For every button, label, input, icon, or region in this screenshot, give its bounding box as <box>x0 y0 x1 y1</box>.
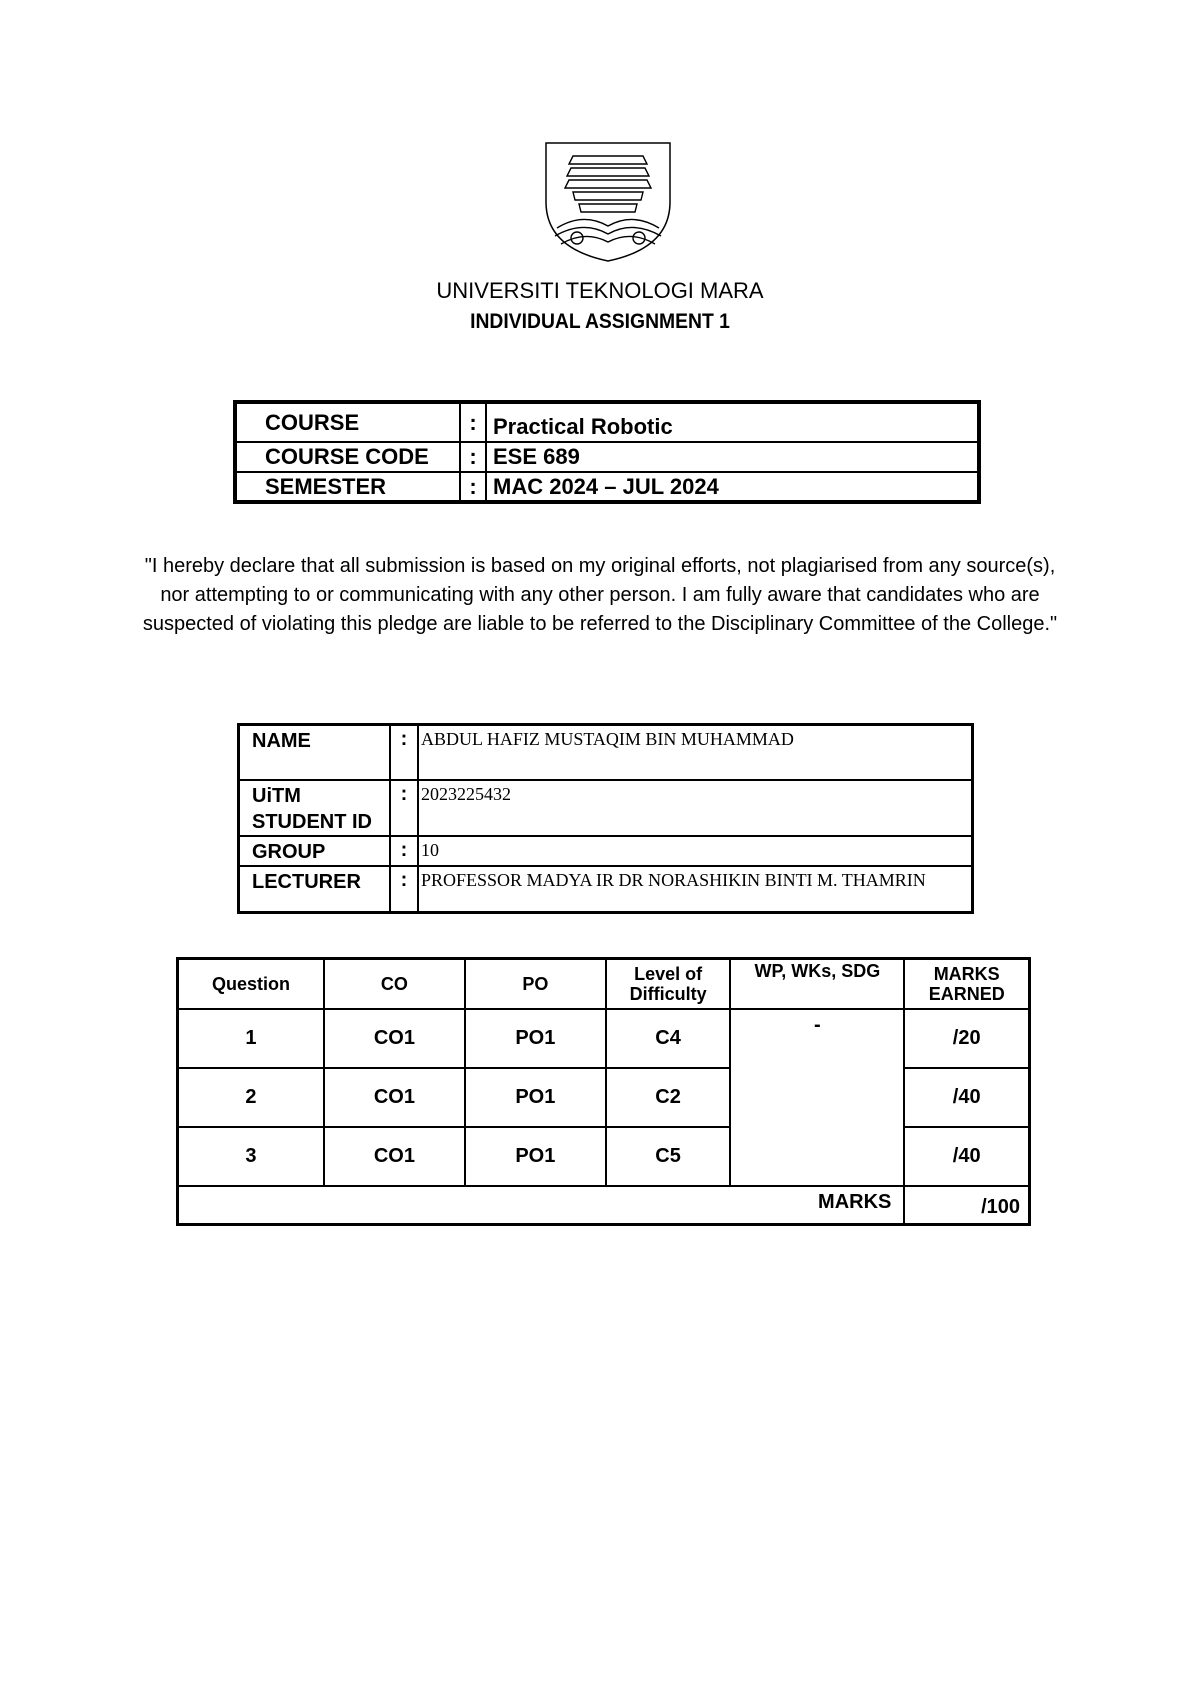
colon: : <box>460 472 486 502</box>
colon: : <box>460 402 486 442</box>
declaration-text: "I hereby declare that all submission is based on my original efforts, not plagiarised from any source(s), nor attempting to or communicating with any other person. I am fully aware that candidates who are suspected of violating this pledge are liable to be referred to the Disciplinary Committee of the College." <box>142 555 1058 635</box>
colon: : <box>460 442 486 472</box>
uitm-crest-icon <box>543 140 673 264</box>
group-value: 10 <box>418 836 973 866</box>
course-code-value: ESE 689 <box>486 442 979 472</box>
po-cell: PO1 <box>465 1127 606 1186</box>
name-value: ABDUL HAFIZ MUSTAQIM BIN MUHAMMAD <box>418 725 973 780</box>
marks-cell: /40 <box>904 1068 1029 1127</box>
header-question: Question <box>178 959 324 1010</box>
question-cell: 2 <box>178 1068 324 1127</box>
lecturer-label: LECTURER <box>239 866 391 913</box>
level-cell: C4 <box>606 1009 731 1068</box>
total-value: /100 <box>904 1186 1029 1224</box>
co-cell: CO1 <box>324 1127 465 1186</box>
university-name: UNIVERSITI TEKNOLOGI MARA <box>436 278 764 303</box>
table-row <box>239 836 973 866</box>
group-label: GROUP <box>239 836 391 866</box>
course-info-table <box>233 400 981 504</box>
student-id-value: 2023225432 <box>418 780 973 836</box>
lecturer-value: PROFESSOR MADYA IR DR NORASHIKIN BINTI M. THAMRIN <box>418 866 973 913</box>
colon: : <box>390 780 418 836</box>
marks-cell: /20 <box>904 1009 1029 1068</box>
table-row <box>239 780 973 836</box>
co-cell: CO1 <box>324 1068 465 1127</box>
colon: : <box>390 836 418 866</box>
course-label: COURSE <box>235 402 460 442</box>
question-cell: 1 <box>178 1009 324 1068</box>
table-row <box>178 1009 1030 1068</box>
table-header-row <box>178 959 1030 1010</box>
header-level: Level of Difficulty <box>606 959 731 1010</box>
header-marks: MARKS EARNED <box>904 959 1029 1010</box>
co-cell: CO1 <box>324 1009 465 1068</box>
student-info-table <box>237 723 974 914</box>
assignment-title: INDIVIDUAL ASSIGNMENT 1 <box>470 310 730 333</box>
table-row <box>235 472 979 502</box>
wp-cell: - <box>730 1009 904 1186</box>
course-value: Practical Robotic <box>486 402 979 442</box>
marks-cell: /40 <box>904 1127 1029 1186</box>
header-po: PO <box>465 959 606 1010</box>
marks-table <box>176 957 1031 1226</box>
total-row <box>178 1186 1030 1224</box>
table-row <box>239 866 973 913</box>
table-row <box>235 402 979 442</box>
semester-label: SEMESTER <box>235 472 460 502</box>
question-cell: 3 <box>178 1127 324 1186</box>
po-cell: PO1 <box>465 1068 606 1127</box>
level-cell: C5 <box>606 1127 731 1186</box>
po-cell: PO1 <box>465 1009 606 1068</box>
header-co: CO <box>324 959 465 1010</box>
header-wp: WP, WKs, SDG <box>730 959 904 1010</box>
semester-value: MAC 2024 – JUL 2024 <box>486 472 979 502</box>
colon: : <box>390 866 418 913</box>
colon: : <box>390 725 418 780</box>
table-row <box>235 442 979 472</box>
student-id-label: UiTM STUDENT ID <box>239 780 391 836</box>
name-label: NAME <box>239 725 391 780</box>
level-cell: C2 <box>606 1068 731 1127</box>
total-label: MARKS <box>178 1186 905 1224</box>
course-code-label: COURSE CODE <box>235 442 460 472</box>
table-row <box>239 725 973 780</box>
